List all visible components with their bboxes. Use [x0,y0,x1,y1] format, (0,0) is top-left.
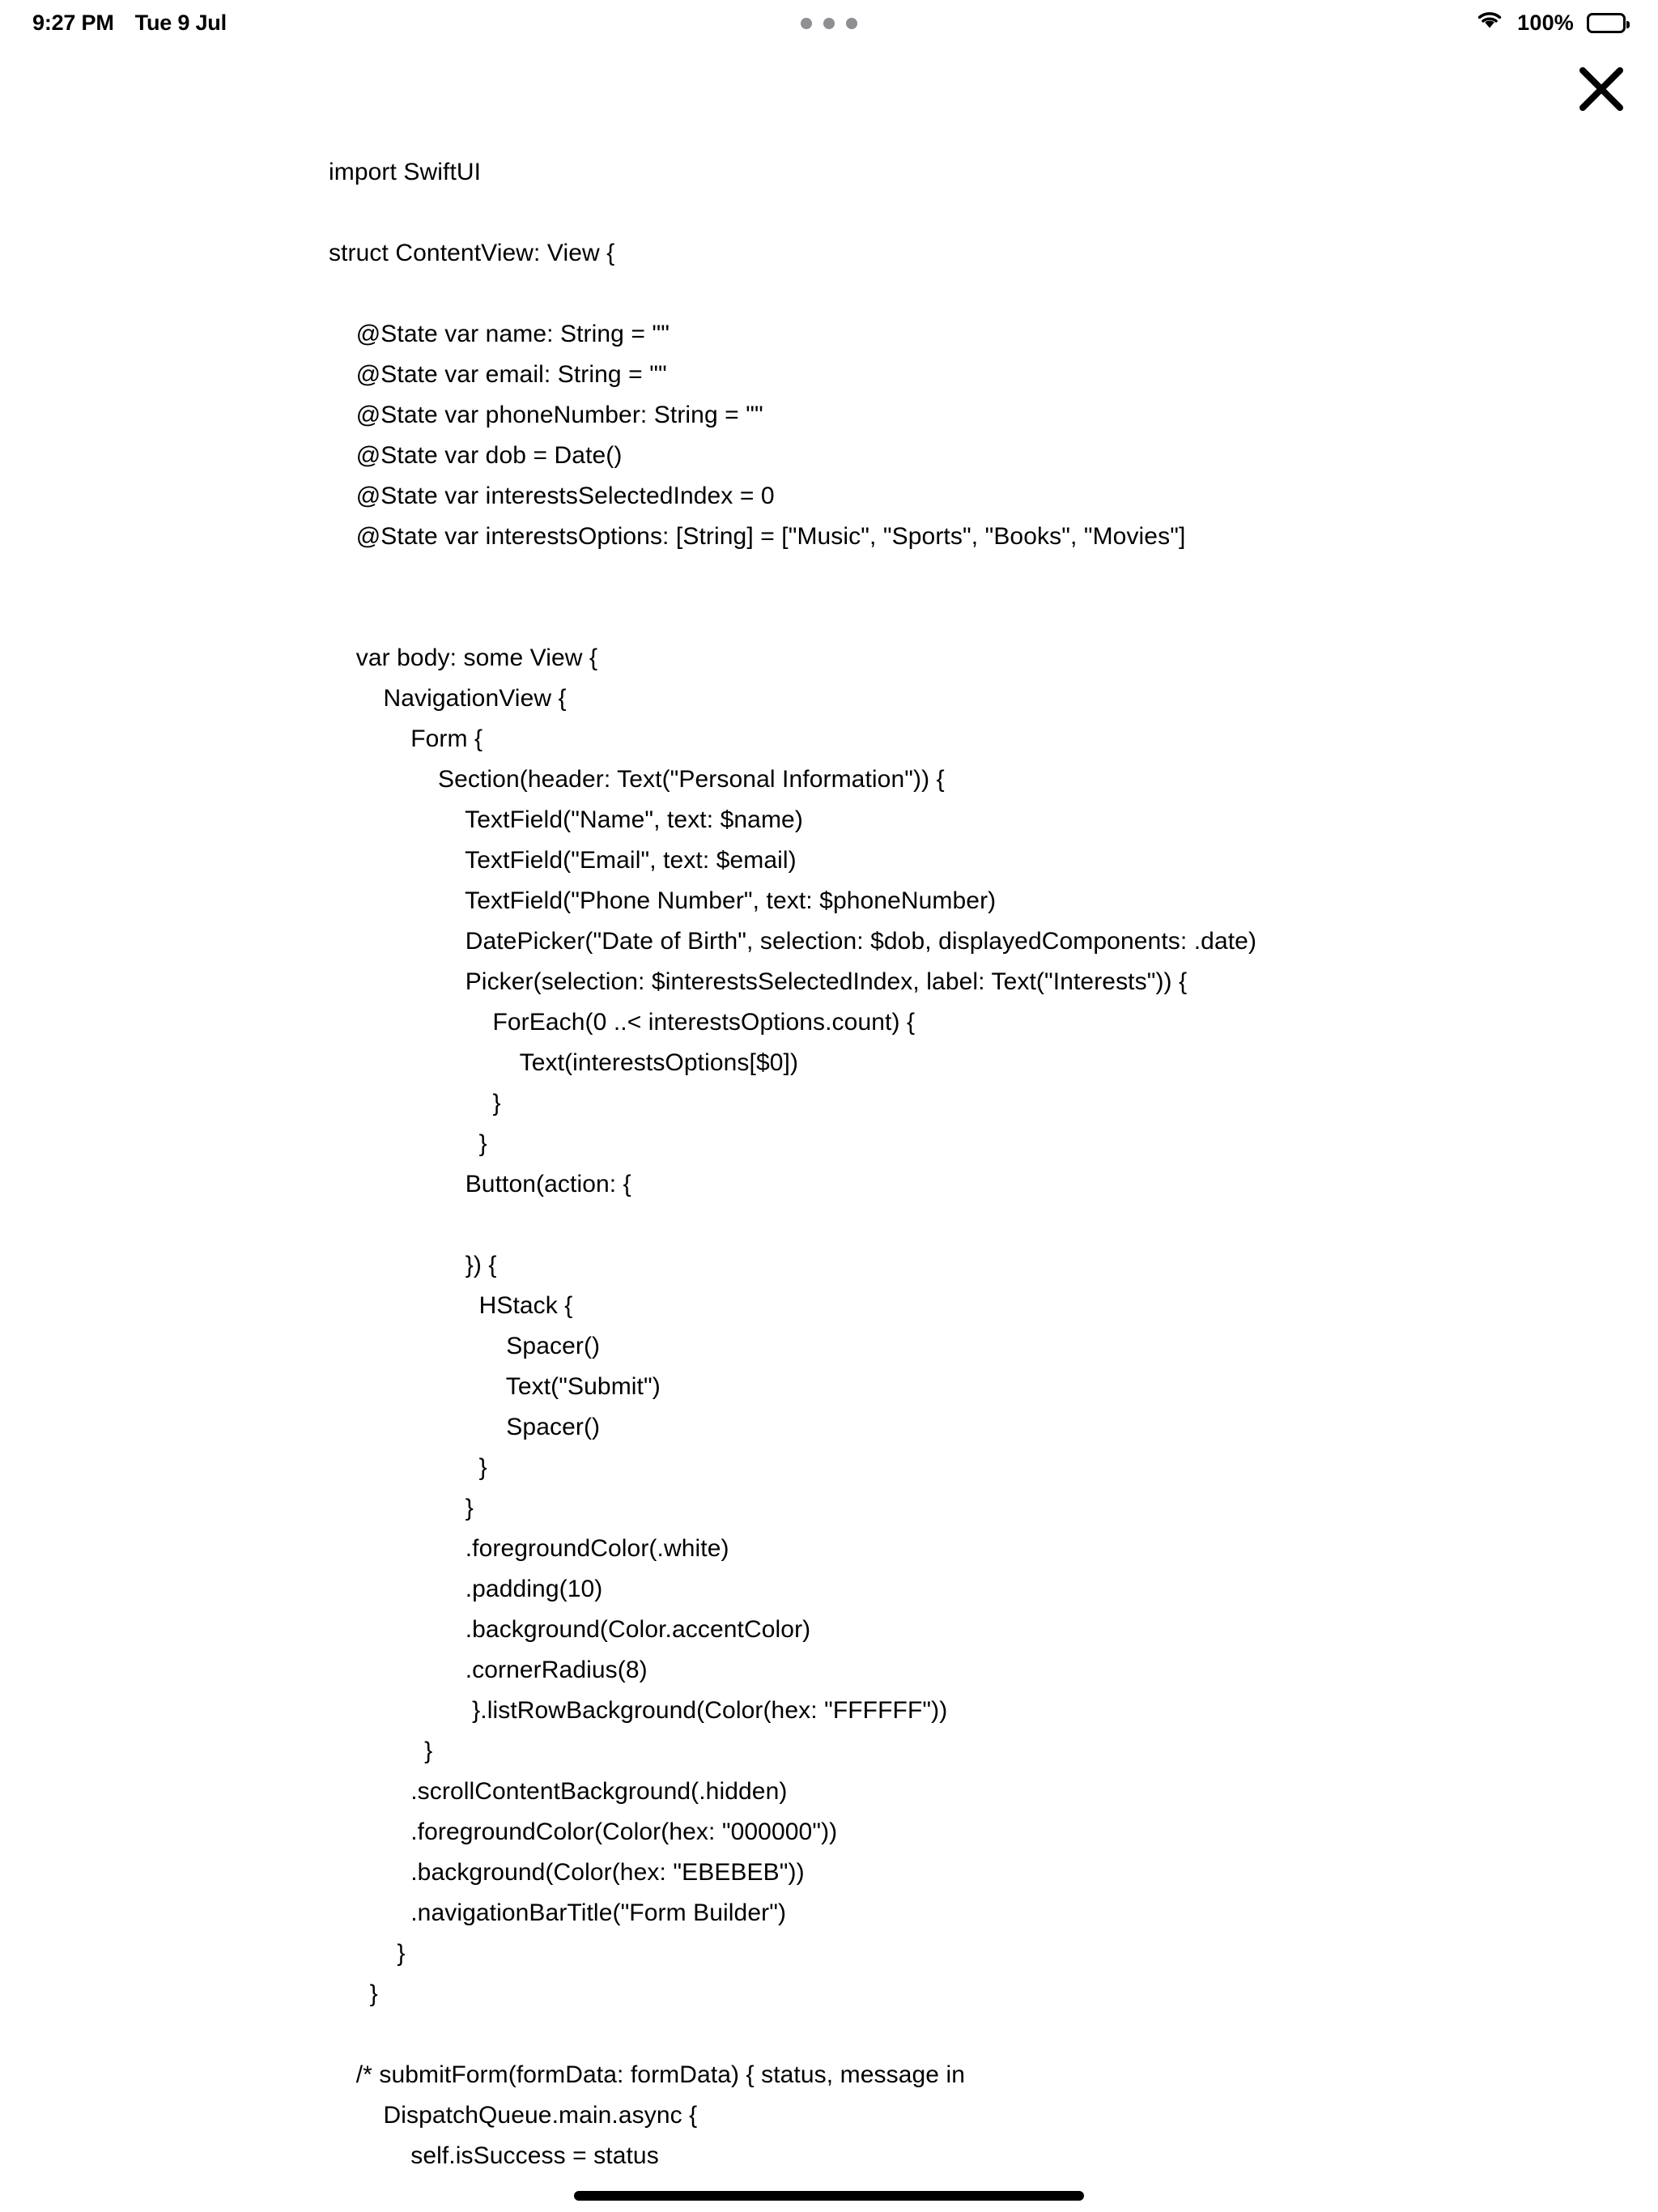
status-bar [0,0,1658,45]
code-line: } [329,1738,433,1764]
code-line: .foregroundColor(Color(hex: "000000")) [329,1819,838,1845]
code-line: } [329,1090,501,1117]
code-line: }.listRowBackground(Color(hex: "FFFFFF")) [329,1697,948,1724]
code-line: @State var phoneNumber: String = "" [329,402,763,428]
code-line: } [329,1980,378,2007]
status-bar-date: Tue 9 Jul [134,10,227,35]
multitasking-dot [801,18,812,29]
battery-percentage: 100% [1517,10,1574,35]
code-line: NavigationView { [329,685,567,712]
code-line: HStack { [329,1292,573,1319]
status-bar-right [1475,9,1626,36]
wifi-icon [1475,9,1504,36]
status-bar-left [32,11,227,36]
close-button[interactable] [1569,58,1634,123]
close-icon [1576,64,1626,118]
code-line: } [329,1940,406,1967]
code-line: TextField("Email", text: $email) [329,847,797,874]
code-line: .scrollContentBackground(.hidden) [329,1778,788,1805]
code-line: } [329,1130,487,1157]
code-line: Spacer() [329,1414,601,1440]
code-line: Text("Submit") [329,1373,661,1400]
code-blank-line [329,193,1609,233]
code-line: import SwiftUI [329,159,482,185]
code-line: .padding(10) [329,1576,603,1602]
code-line: } [329,1454,487,1481]
code-line: }) { [329,1252,497,1278]
code-line: /* submitForm(formData: formData) { status, message in [329,2061,966,2088]
code-line: .background(Color.accentColor) [329,1616,811,1643]
code-line: Section(header: Text("Personal Information")) { [329,766,945,793]
code-line: var body: some View { [329,644,598,671]
code-line: DatePicker("Date of Birth", selection: $dob, displayedComponents: .date) [329,928,1257,955]
battery-full-icon [1587,13,1626,33]
code-line: struct ContentView: View { [329,240,615,266]
code-blank-line [329,598,1609,638]
code-line: DispatchQueue.main.async { [329,2102,698,2129]
code-line: @State var dob = Date() [329,442,623,469]
code-line: ForEach(0 ..< interestsOptions.count) { [329,1009,916,1036]
multitasking-dot [846,18,857,29]
code-line: @State var email: String = "" [329,361,667,388]
code-line: .navigationBarTitle("Form Builder") [329,1899,787,1926]
multitasking-dots-icon[interactable] [801,18,857,29]
code-viewer[interactable] [329,152,1609,2176]
code-blank-line [329,274,1609,314]
code-line: Picker(selection: $interestsSelectedIndex, label: Text("Interests")) { [329,968,1188,995]
code-line: Form { [329,725,483,752]
code-line: @State var interestsOptions: [String] = ["Music", "Sports", "Books", "Movies"] [329,523,1186,550]
code-line: Button(action: { [329,1171,631,1197]
code-line: .cornerRadius(8) [329,1657,648,1683]
code-line: @State var name: String = "" [329,321,670,347]
status-bar-time: 9:27 PM [32,10,114,35]
code-line: TextField("Phone Number", text: $phoneNumber) [329,887,997,914]
code-line: .background(Color(hex: "EBEBEB")) [329,1859,805,1886]
code-line: Text(interestsOptions[$0]) [329,1049,799,1076]
code-line: .foregroundColor(.white) [329,1535,729,1562]
code-blank-line [329,2014,1609,2055]
code-line: self.isSuccess = status [329,2142,659,2169]
code-blank-line [329,557,1609,598]
code-line: @State var interestsSelectedIndex = 0 [329,483,775,509]
home-indicator[interactable] [574,2191,1084,2201]
code-line: TextField("Name", text: $name) [329,806,803,833]
code-line: Spacer() [329,1333,601,1359]
code-line: } [329,1495,474,1521]
multitasking-dot [823,18,835,29]
code-blank-line [329,1205,1609,1245]
